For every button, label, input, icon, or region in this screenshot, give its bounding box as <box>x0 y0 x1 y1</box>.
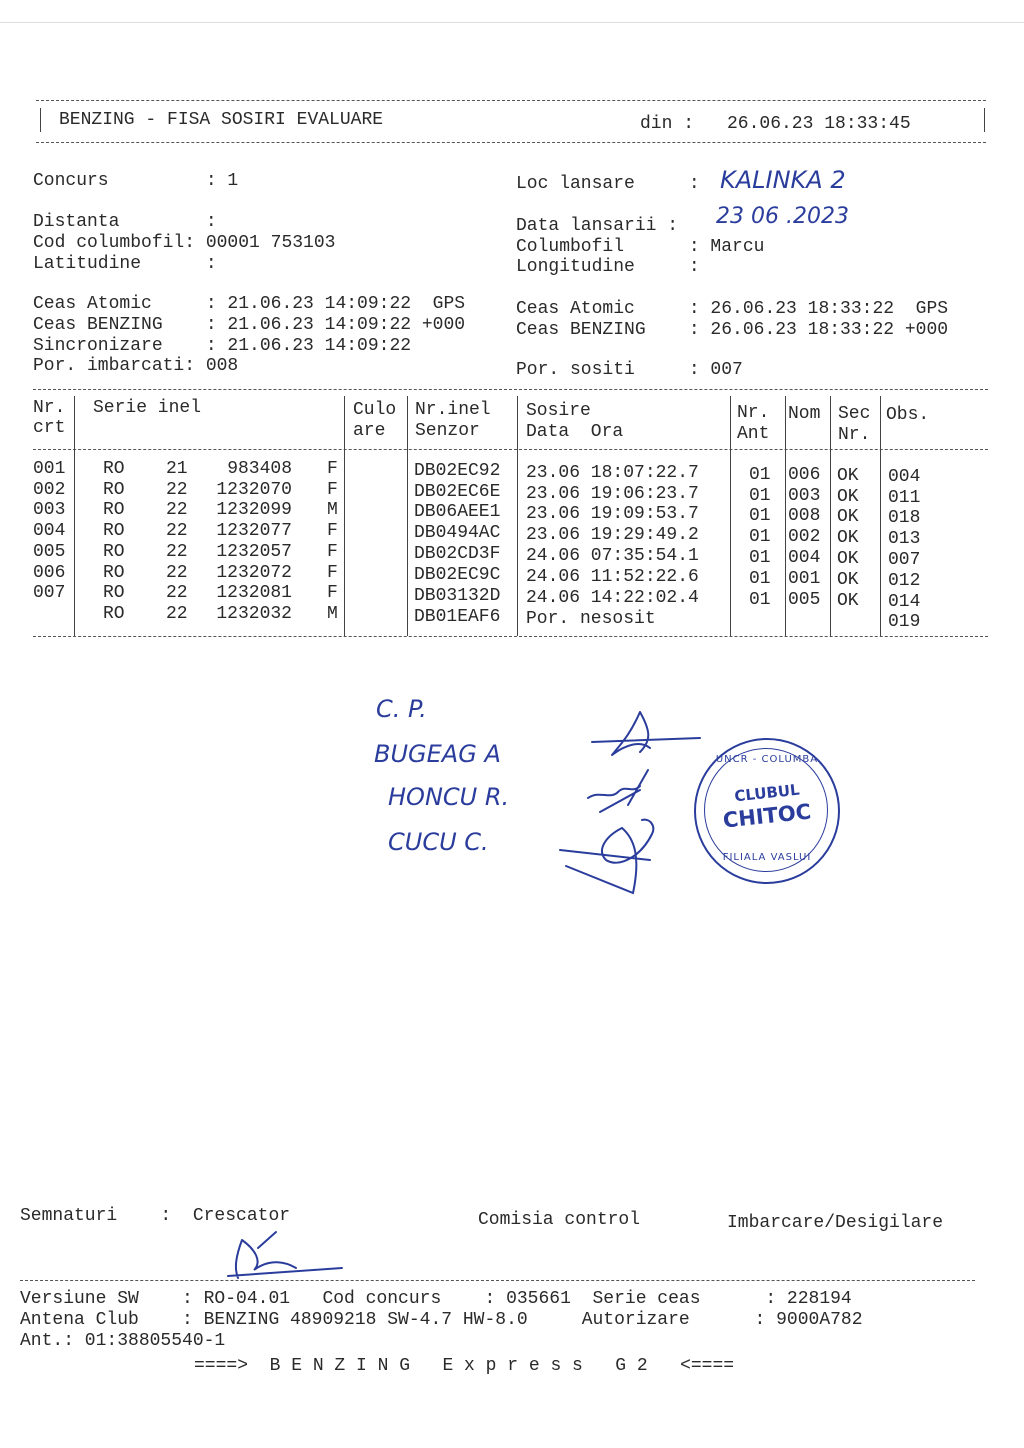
cell-senzor: DB06AEE1 <box>414 502 501 522</box>
footer-rule <box>20 1280 975 1281</box>
cell-sec: OK <box>837 528 859 548</box>
cell-tara: RO <box>103 521 125 541</box>
cell-sosire: Por. nesosit <box>526 609 656 629</box>
cell-an: 22 <box>166 542 188 562</box>
cell-inel: 1232072 <box>216 563 292 583</box>
comisia-control-label: Comisia control <box>478 1210 641 1230</box>
cell-sex: F <box>327 563 338 583</box>
cell-an: 22 <box>166 500 188 520</box>
cell-tara: RO <box>103 583 125 603</box>
imbarcare-label: Imbarcare/Desigilare <box>727 1213 944 1233</box>
th-senzor: Senzor <box>415 421 480 441</box>
cell-obs: 004 <box>888 467 921 487</box>
th-nr-inel: Nr.inel <box>415 400 491 420</box>
th-obs: Obs. <box>886 405 930 425</box>
ant-line: Ant.: 01:38805540-1 <box>20 1331 226 1351</box>
cod-columbofil-line: Cod columbofil: 00001 753103 <box>33 233 336 253</box>
cell-sec: OK <box>837 570 859 590</box>
cell-senzor: DB02EC9C <box>414 565 501 585</box>
distanta-line: Distanta : <box>33 212 217 232</box>
cell-an: 22 <box>166 583 188 603</box>
latitudine-line: Latitudine : <box>33 254 217 274</box>
cell-senzor: DB02EC92 <box>414 461 501 481</box>
cell-nom: 006 <box>788 465 821 485</box>
cell-nr: 003 <box>33 500 66 520</box>
cell-sosire: 24.06 07:35:54.1 <box>526 546 699 566</box>
cell-sex: F <box>327 480 338 500</box>
cell-nr: 002 <box>33 480 66 500</box>
cell-nom: 004 <box>788 548 821 568</box>
cell-sex: F <box>327 459 338 479</box>
cell-tara: RO <box>103 563 125 583</box>
cell-tara: RO <box>103 542 125 562</box>
handwritten-cp: C. P. <box>376 695 427 723</box>
sincronizare-line: Sincronizare : 21.06.23 14:09:22 <box>33 336 412 356</box>
cell-ant: 01 <box>749 527 771 547</box>
stamp-bottom-text: FILIALA VASLUI <box>722 852 812 863</box>
handwritten-name-honcu: HONCU R. <box>388 783 510 811</box>
cell-an: 22 <box>166 563 188 583</box>
cell-nr: 001 <box>33 459 66 479</box>
stamp-line-2: CHITOC <box>721 799 813 833</box>
document-title: BENZING - FISA SOSIRI EVALUARE <box>59 110 384 130</box>
cell-ant: 01 <box>749 548 771 568</box>
ceas-atomic-start-line: Ceas Atomic : 21.06.23 14:09:22 GPS <box>33 294 466 314</box>
semnaturi-line: Semnaturi : Crescator <box>20 1206 291 1226</box>
club-stamp <box>694 738 840 884</box>
cell-sex: F <box>327 583 338 603</box>
cell-ant: 01 <box>749 465 771 485</box>
handwritten-data-lansarii: 23 06 .2023 <box>716 204 849 229</box>
longitudine-line: Longitudine : <box>516 257 700 277</box>
th-are: are <box>353 421 386 441</box>
cell-inel: 983408 <box>227 459 292 479</box>
cell-obs: 007 <box>888 550 921 570</box>
cell-obs: 019 <box>888 612 921 632</box>
cell-tara: RO <box>103 604 125 624</box>
cell-senzor: DB02EC6E <box>414 482 501 502</box>
antena-line: Antena Club : BENZING 48909218 SW-4.7 HW-8.0 Autorizare : 9000A782 <box>20 1310 863 1330</box>
versiune-line: Versiune SW : RO-04.01 Cod concurs : 035661 Serie ceas : 228194 <box>20 1289 852 1309</box>
por-sositi-line: Por. sositi : 007 <box>516 360 743 380</box>
cell-senzor: DB0494AC <box>414 523 501 543</box>
handwritten-name-bugeag: BUGEAG A <box>374 740 501 768</box>
por-imbarcati-line: Por. imbarcati: 008 <box>33 356 239 376</box>
cell-inel: 1232081 <box>216 583 292 603</box>
th-serie-inel: Serie inel <box>93 398 202 418</box>
cell-nr: 007 <box>33 583 66 603</box>
th-nr-ant-2: Ant <box>737 424 770 444</box>
cell-inel: 1232070 <box>216 480 292 500</box>
cell-senzor: DB03132D <box>414 586 501 606</box>
ceas-atomic-end-line: Ceas Atomic : 26.06.23 18:33:22 GPS <box>516 299 949 319</box>
cell-an: 21 <box>166 459 188 479</box>
cell-sex: M <box>327 604 338 624</box>
cell-inel: 1232077 <box>216 521 292 541</box>
cell-nom: 002 <box>788 527 821 547</box>
cell-sex: F <box>327 521 338 541</box>
ceas-benzing-start-line: Ceas BENZING : 21.06.23 14:09:22 +000 <box>33 315 466 335</box>
cell-inel: 1232099 <box>216 500 292 520</box>
th-crt: crt <box>33 418 66 438</box>
cell-sosire: 23.06 19:06:23.7 <box>526 484 699 504</box>
cell-sec: OK <box>837 549 859 569</box>
date-value: 26.06.23 18:33:45 <box>727 114 911 134</box>
ceas-benzing-end-line: Ceas BENZING : 26.06.23 18:33:22 +000 <box>516 320 949 340</box>
cell-sec: OK <box>837 591 859 611</box>
cell-inel: 1232057 <box>216 542 292 562</box>
cell-obs: 011 <box>888 488 921 508</box>
benzing-express-banner: ====> B E N Z I N G E x p r e s s G 2 <==== <box>194 1356 735 1376</box>
th-nom: Nom <box>788 404 821 424</box>
cell-nom: 005 <box>788 590 821 610</box>
cell-sec: OK <box>837 487 859 507</box>
columbofil-line: Columbofil : Marcu <box>516 237 765 257</box>
cell-an: 22 <box>166 521 188 541</box>
stamp-top-text: UNCR - COLUMBA <box>715 754 819 765</box>
cell-tara: RO <box>103 459 125 479</box>
cell-tara: RO <box>103 480 125 500</box>
cell-ant: 01 <box>749 486 771 506</box>
cell-obs: 012 <box>888 571 921 591</box>
cell-tara: RO <box>103 500 125 520</box>
cell-sosire: 24.06 14:22:02.4 <box>526 588 699 608</box>
cell-ant: 01 <box>749 590 771 610</box>
date-label: din : <box>640 114 695 134</box>
th-sec-nr: Nr. <box>838 425 871 445</box>
cell-obs: 018 <box>888 508 921 528</box>
cell-an: 22 <box>166 604 188 624</box>
handwritten-loc-lansare: KALINKA 2 <box>720 166 846 194</box>
handwritten-name-cucu: CUCU C. <box>388 828 489 856</box>
th-sosire: Sosire <box>526 401 591 421</box>
data-lansarii-line: Data lansarii : <box>516 216 679 236</box>
cell-nr: 004 <box>33 521 66 541</box>
cell-sosire: 23.06 19:29:49.2 <box>526 525 699 545</box>
th-data-ora: Data Ora <box>526 422 624 442</box>
cell-inel: 1232032 <box>216 604 292 624</box>
cell-sec: OK <box>837 507 859 527</box>
cell-ant: 01 <box>749 569 771 589</box>
cell-an: 22 <box>166 480 188 500</box>
cell-obs: 014 <box>888 592 921 612</box>
th-nr: Nr. <box>33 398 66 418</box>
cell-sex: F <box>327 542 338 562</box>
cell-senzor: DB01EAF6 <box>414 607 501 627</box>
concurs-line: Concurs : 1 <box>33 171 239 191</box>
th-nr-ant-1: Nr. <box>737 403 770 423</box>
cell-senzor: DB02CD3F <box>414 544 501 564</box>
cell-ant: 01 <box>749 506 771 526</box>
loc-lansare-line: Loc lansare : <box>516 174 700 194</box>
cell-sosire: 23.06 19:09:53.7 <box>526 504 699 524</box>
cell-nr: 005 <box>33 542 66 562</box>
stamp-line-1: CLUBUL <box>733 780 801 806</box>
th-sec: Sec <box>838 404 871 424</box>
cell-nom: 001 <box>788 569 821 589</box>
cell-sec: OK <box>837 466 859 486</box>
cell-nom: 008 <box>788 506 821 526</box>
cell-nom: 003 <box>788 486 821 506</box>
cell-sosire: 23.06 18:07:22.7 <box>526 463 699 483</box>
cell-sosire: 24.06 11:52:22.6 <box>526 567 699 587</box>
cell-sex: M <box>327 500 338 520</box>
cell-obs: 013 <box>888 529 921 549</box>
cell-nr: 006 <box>33 563 66 583</box>
th-culo: Culo <box>353 400 397 420</box>
